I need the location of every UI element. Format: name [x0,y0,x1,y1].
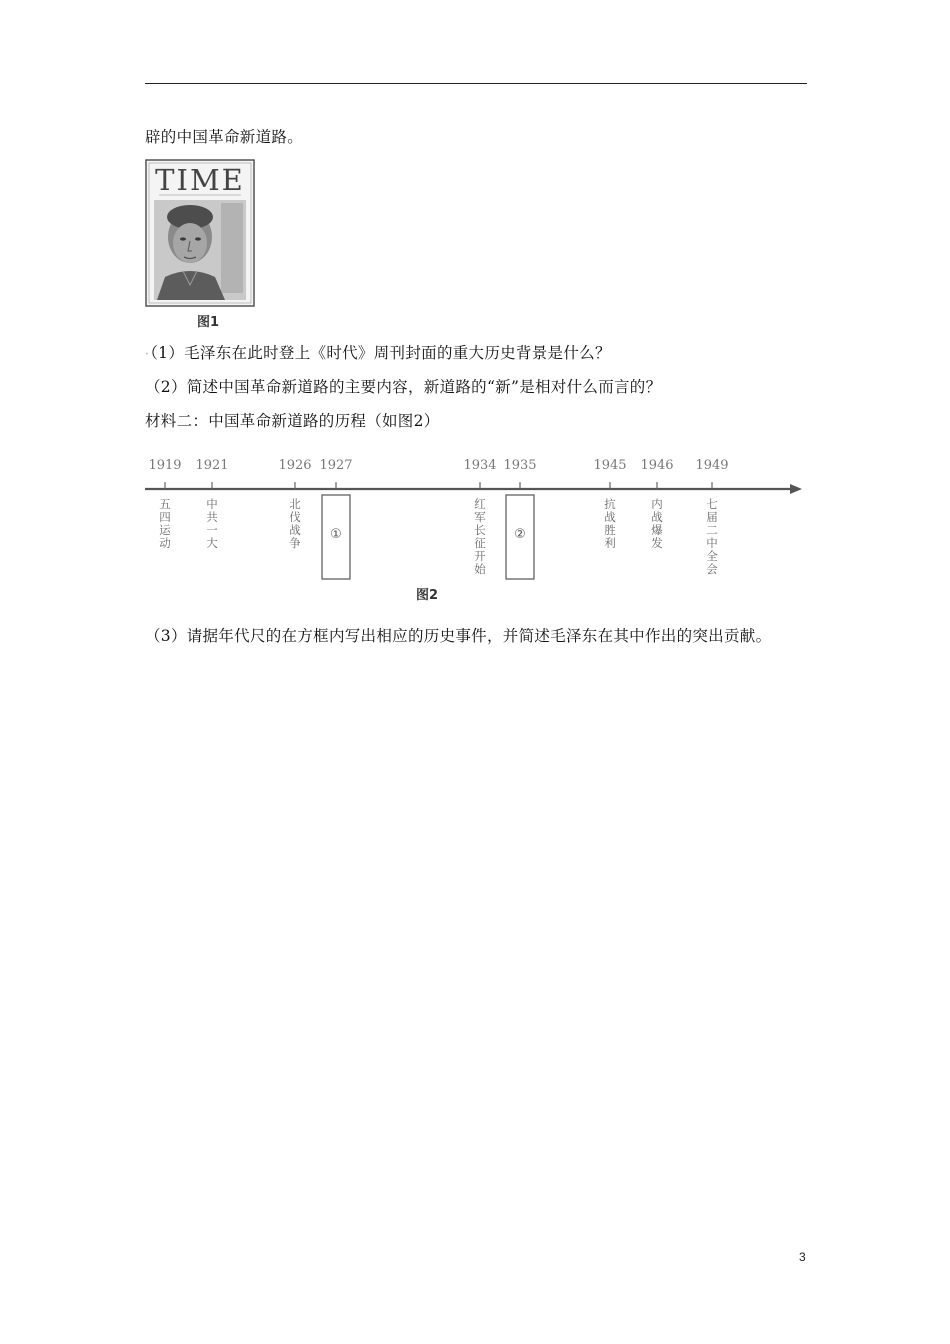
timeline-arrowhead [790,484,802,494]
timeline-year-label: 1926 [278,458,312,473]
timeline-year-label: 1935 [503,458,537,473]
time-masthead: TIME [155,163,245,197]
timeline-year-label: 1949 [695,458,729,473]
answer-box-number: ① [330,527,342,542]
timeline-event-label: 抗战胜利 [604,497,616,550]
margin-mark: · [145,347,150,361]
material-2-heading: 材料二：中国革命新道路的历程（如图2） [145,412,440,430]
figure-2-caption: 图2 [416,588,439,603]
timeline-event-label: 五四运动 [159,497,171,550]
answer-box-number: ② [514,527,526,542]
question-1 [145,343,611,364]
timeline-event-label: 中共一大 [206,497,218,550]
time-cover-image [145,159,257,309]
timeline-event-label: 内战爆发 [651,497,663,550]
timeline-year-label: 1919 [148,458,182,473]
history-timeline [140,448,808,588]
page-number: 3 [799,1250,806,1264]
timeline-year-label: 1934 [463,458,497,473]
text-line-1: 辟的中国革命新道路。 [145,128,304,146]
timeline-event-label: 七届二中全会 [706,497,718,576]
timeline-year-label: 1921 [195,458,229,473]
question-1-text: （1）毛泽东在此时登上《时代》周刊封面的重大历史背景是什么？ [150,344,611,362]
timeline-year-label: 1946 [640,458,674,473]
question-3: （3）请据年代尺的在方框内写出相应的历史事件，并简述毛泽东在其中作出的突出贡献。 [145,627,772,645]
figure-1-caption: 图1 [197,315,220,330]
header-rule [145,83,807,84]
timeline-event-label: 红军长征开始 [474,497,486,576]
timeline-event-label: 北伐战争 [289,497,301,550]
question-2: （2）简述中国革命新道路的主要内容，新道路的“新”是相对什么而言的？ [145,378,662,396]
timeline-year-label: 1945 [593,458,627,473]
timeline-year-label: 1927 [319,458,353,473]
